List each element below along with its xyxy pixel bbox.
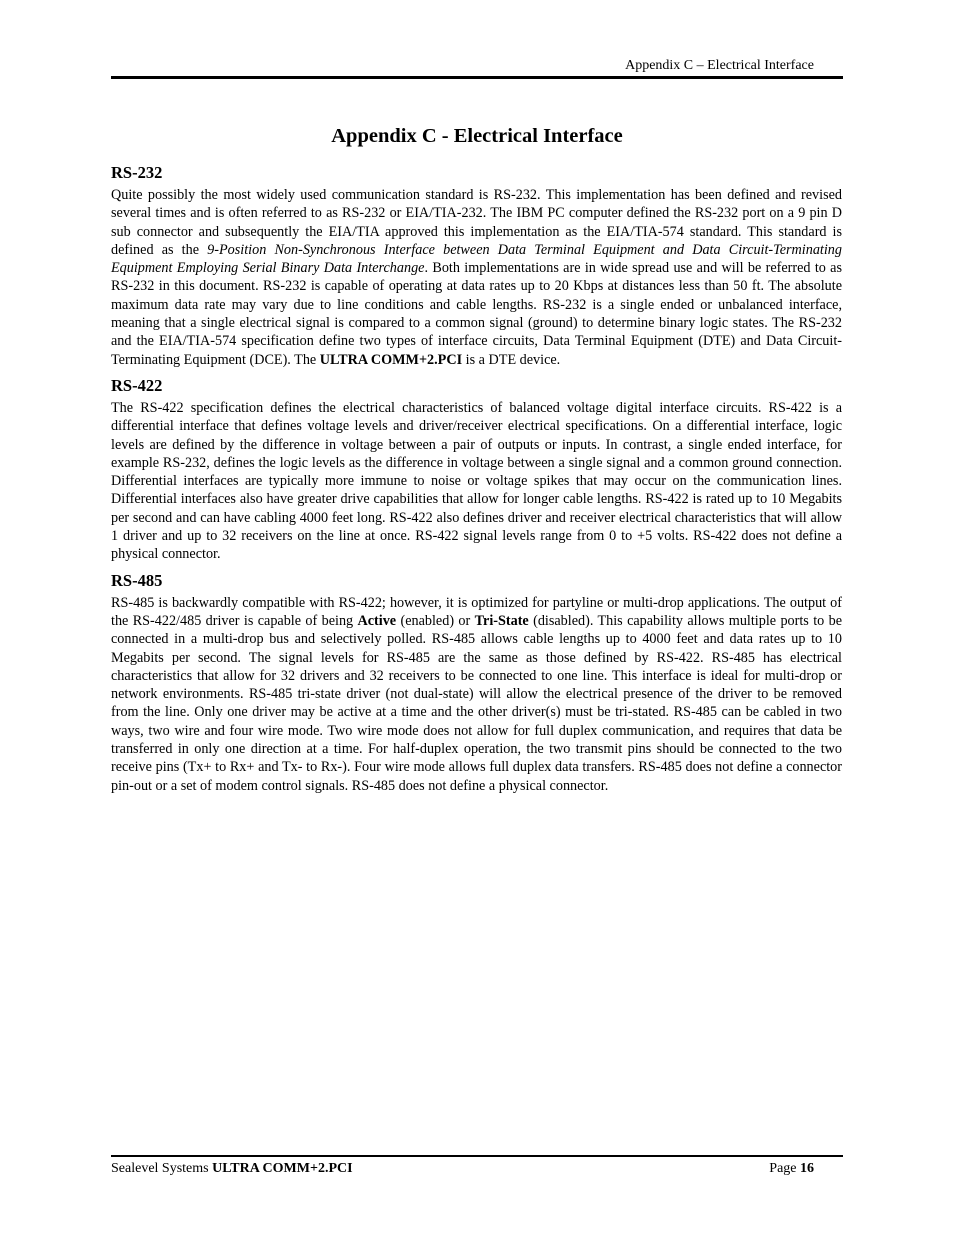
bold-active: Active: [357, 612, 397, 629]
bold-product-name: ULTRA COMM+2.PCI: [319, 351, 463, 368]
section-rs232: [111, 163, 842, 369]
paragraph-rs422: The RS-422 specification defines the electrical characteristics of balanced voltage digital interface circuits. RS-422 is a differential interface that defines voltage levels and driver/receiver electrical specifications. On a differential interface, logic levels are defined by the difference in voltage between a pair of outputs or inputs. In contrast, a single ended interface, for example RS-232, defines the logic levels as the difference in voltage between a single signal and a common ground connection. Differential interfaces are typically more immune to noise or voltage spikes that may occur on the communication lines. Differential interfaces also have greater drive capabilities that allow for longer cable lengths. RS-422 is rated up to 10 Megabits per second and can have cabling 4000 feet long. RS-422 also defines driver and receiver electrical characteristics that will allow 1 driver and up to 32 receivers on the line at once. RS-422 signal levels range from 0 to +5 volts. RS-422 does not define a physical connector.: [111, 399, 842, 563]
footer-company: Sealevel Systems: [111, 1161, 213, 1176]
document-body: [111, 163, 842, 802]
footer-left: [111, 1160, 353, 1177]
footer-product: ULTRA COMM+2.PCI: [212, 1161, 353, 1176]
page-title: Appendix C - Electrical Interface: [331, 125, 623, 147]
section-rs485: [111, 571, 842, 795]
text-run: is a DTE device.: [462, 351, 561, 368]
paragraph-rs232: [111, 186, 842, 369]
text-run: (enabled) or: [396, 612, 475, 629]
footer-page-label: Page: [769, 1161, 800, 1176]
text-run: RS-485 is backwardly compatible with RS-422; however, it is optimized for partyline or multi-drop applications. The output of the RS-422/485 driver is capable of being: [111, 594, 842, 629]
text-run: Quite possibly the most widely used communication standard is RS-232. This implementation has been defined and revised several times and is often referred to as RS-232 or EIA/TIA-232. The IBM PC computer defined the RS-232 port on a 9 pin D sub connector and subsequently the EIA/TIA approved this implementation as the EIA/TIA-574 standard. This standard is defined as the: [111, 187, 842, 258]
text-run: . Both implementations are in wide spread use and will be referred to as RS-232 in this document. RS-232 is capable of operating at data rates up to 20 Kbps at distances less than 50 ft. The absolute maximum data rate may vary due to line conditions and cable lengths. RS-232 is a single ended or unbalanced interface, meaning that a single electrical signal is compared to a common signal (ground) to determine binary logic states. The RS-232 and the EIA/TIA-574 specification define two types of interface circuits, Data Terminal Equipment (DTE) and Data Circuit-Terminating Equipment (DCE). The: [111, 260, 843, 368]
footer-rule: [111, 1155, 843, 1157]
running-header: Appendix C – Electrical Interface: [625, 58, 814, 73]
section-heading-rs232: RS-232: [111, 163, 163, 182]
paragraph-rs485: [111, 594, 842, 795]
bold-tri-state: Tri-State: [474, 612, 529, 629]
italic-standard-name: 9-Position Non-Synchronous Interface between Data Terminal Equipment and Data Circuit-Terminating Equipment Employing Serial Binary Data Interchange: [111, 241, 842, 277]
section-heading-rs422: RS-422: [111, 375, 163, 395]
footer-page-number: 16: [800, 1161, 814, 1176]
header-rule: [111, 76, 843, 79]
section-rs422: [111, 376, 842, 564]
text-run: (disabled). This capability allows multiple ports to be connected in a multi-drop bus and selectively polled. RS-485 allows cable lengths up to 4000 feet and data rates up to 10 Megabits per second. The signal levels for RS-485 are the same as those defined by RS-422. RS-485 has electrical characteristics that allow for 32 drivers and 32 receivers to be connected to one line. This interface is ideal for multi-drop or network environments. RS-485 tri-state driver (not dual-state) will allow the electrical presence of the driver to be removed from the line. Only one driver may be active at a time and the other driver(s) must be tri-stated. RS-485 can be cabled in two ways, two wire and four wire mode. Two wire mode does not allow for full duplex communication, and requires that data be transferred in only one direction at a time. For half-duplex operation, the two transmit pins should be connected to the two receive pins (Tx+ to Rx+ and Tx- to Rx-). Four wire mode allows full duplex data transfers. RS-485 does not define a connector pin-out or a set of modem control signals. RS-485 does not define a physical connector.: [111, 612, 842, 794]
section-heading-rs485: RS-485: [111, 570, 163, 590]
footer-right: [769, 1160, 814, 1177]
